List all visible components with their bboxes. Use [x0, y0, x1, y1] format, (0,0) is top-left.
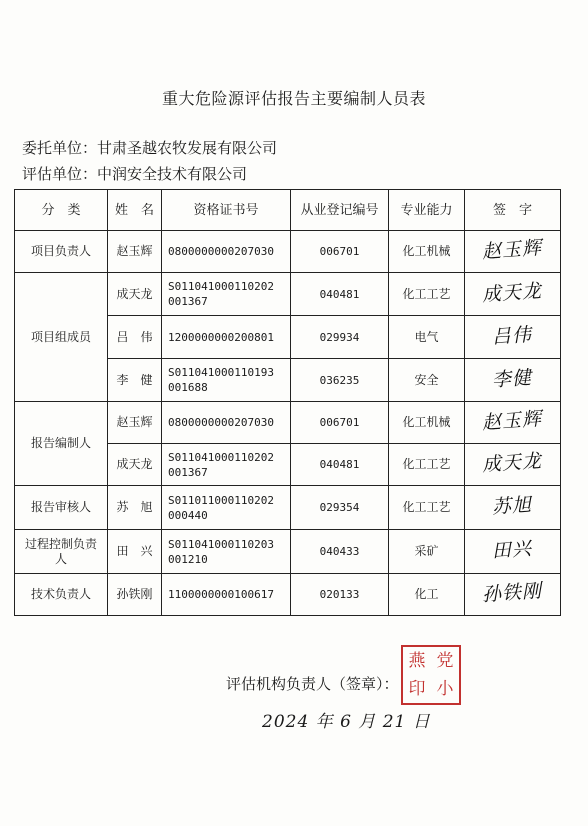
personnel-table [14, 189, 561, 616]
header-cert: 资格证书号 [162, 190, 291, 231]
handwritten-signature: 成天龙 [481, 279, 544, 306]
table-row [15, 231, 561, 273]
handwritten-signature: 成天龙 [481, 449, 544, 477]
cert-cell: S011041000110203 001210 [162, 530, 291, 574]
reg-cell: 029354 [291, 486, 389, 530]
handwritten-signature: 赵玉辉 [481, 407, 544, 435]
cert-cell: 1100000000100617 [162, 574, 291, 616]
name-cell: 苏 旭 [108, 486, 162, 530]
header-name: 姓 名 [108, 190, 162, 231]
signature-cell [465, 486, 561, 530]
skill-cell: 化工机械 [389, 402, 465, 444]
stamp-char: 小 [436, 679, 454, 699]
skill-cell: 化工 [389, 574, 465, 616]
table-row [15, 574, 561, 616]
stamp-char: 印 [408, 679, 426, 699]
table-row [15, 486, 561, 530]
signing-date: 2024 年 6 月 21 日 [262, 712, 431, 732]
name-cell: 孙铁刚 [108, 574, 162, 616]
cert-cell: 0800000000207030 [162, 402, 291, 444]
header-reg: 从业登记编号 [291, 190, 389, 231]
signature-cell [465, 273, 561, 316]
reg-cell: 020133 [291, 574, 389, 616]
stamp-char: 党 [436, 651, 454, 671]
skill-cell: 电气 [389, 316, 465, 359]
table-row [15, 273, 561, 316]
reg-cell: 040481 [291, 444, 389, 486]
reg-cell: 040481 [291, 273, 389, 316]
handwritten-signature: 田兴 [491, 537, 534, 563]
handwritten-signature: 李健 [491, 366, 534, 391]
reg-cell: 006701 [291, 402, 389, 444]
reg-cell: 036235 [291, 359, 389, 402]
responsible-person-label: 评估机构负责人（签章）： [226, 675, 399, 693]
handwritten-signature: 吕伟 [491, 323, 534, 348]
reg-cell: 006701 [291, 231, 389, 273]
cert-cell: S011011000110202 000440 [162, 486, 291, 530]
signature-cell [465, 530, 561, 574]
header-signature: 签 字 [465, 190, 561, 231]
handwritten-signature: 赵玉辉 [481, 236, 544, 264]
category-cell: 过程控制负责人 [15, 530, 108, 574]
cert-cell: S011041000110202 001367 [162, 273, 291, 316]
category-cell: 技术负责人 [15, 574, 108, 616]
stamp-char: 燕 [408, 651, 426, 671]
signature-cell [465, 574, 561, 616]
signature-cell [465, 231, 561, 273]
name-cell: 赵玉辉 [108, 402, 162, 444]
assessor-unit: 评估单位：中润安全技术有限公司 [22, 165, 248, 183]
table-header-row [15, 190, 561, 231]
signature-cell [465, 402, 561, 444]
signature-cell [465, 359, 561, 402]
name-cell: 吕 伟 [108, 316, 162, 359]
category-cell: 项目组成员 [15, 273, 108, 402]
table-row [15, 402, 561, 444]
skill-cell: 安全 [389, 359, 465, 402]
cert-cell: 1200000000200801 [162, 316, 291, 359]
handwritten-signature: 苏旭 [491, 493, 534, 519]
category-cell: 报告编制人 [15, 402, 108, 486]
skill-cell: 化工工艺 [389, 486, 465, 530]
name-cell: 赵玉辉 [108, 231, 162, 273]
header-category: 分 类 [15, 190, 108, 231]
name-cell: 成天龙 [108, 273, 162, 316]
client-unit: 委托单位：甘肃圣越农牧发展有限公司 [22, 139, 278, 157]
red-seal-stamp [401, 645, 461, 705]
table-row [15, 530, 561, 574]
cert-cell: S011041000110202 001367 [162, 444, 291, 486]
name-cell: 田 兴 [108, 530, 162, 574]
name-cell: 成天龙 [108, 444, 162, 486]
cert-cell: S011041000110193 001688 [162, 359, 291, 402]
reg-cell: 040433 [291, 530, 389, 574]
signature-cell [465, 444, 561, 486]
cert-cell: 0800000000207030 [162, 231, 291, 273]
name-cell: 李 健 [108, 359, 162, 402]
category-cell: 报告审核人 [15, 486, 108, 530]
signature-cell [465, 316, 561, 359]
handwritten-signature: 孙铁刚 [481, 579, 544, 607]
reg-cell: 029934 [291, 316, 389, 359]
category-cell: 项目负责人 [15, 231, 108, 273]
skill-cell: 采矿 [389, 530, 465, 574]
header-skill: 专业能力 [389, 190, 465, 231]
document-title: 重大危险源评估报告主要编制人员表 [161, 89, 426, 108]
skill-cell: 化工工艺 [389, 444, 465, 486]
skill-cell: 化工机械 [389, 231, 465, 273]
skill-cell: 化工工艺 [389, 273, 465, 316]
